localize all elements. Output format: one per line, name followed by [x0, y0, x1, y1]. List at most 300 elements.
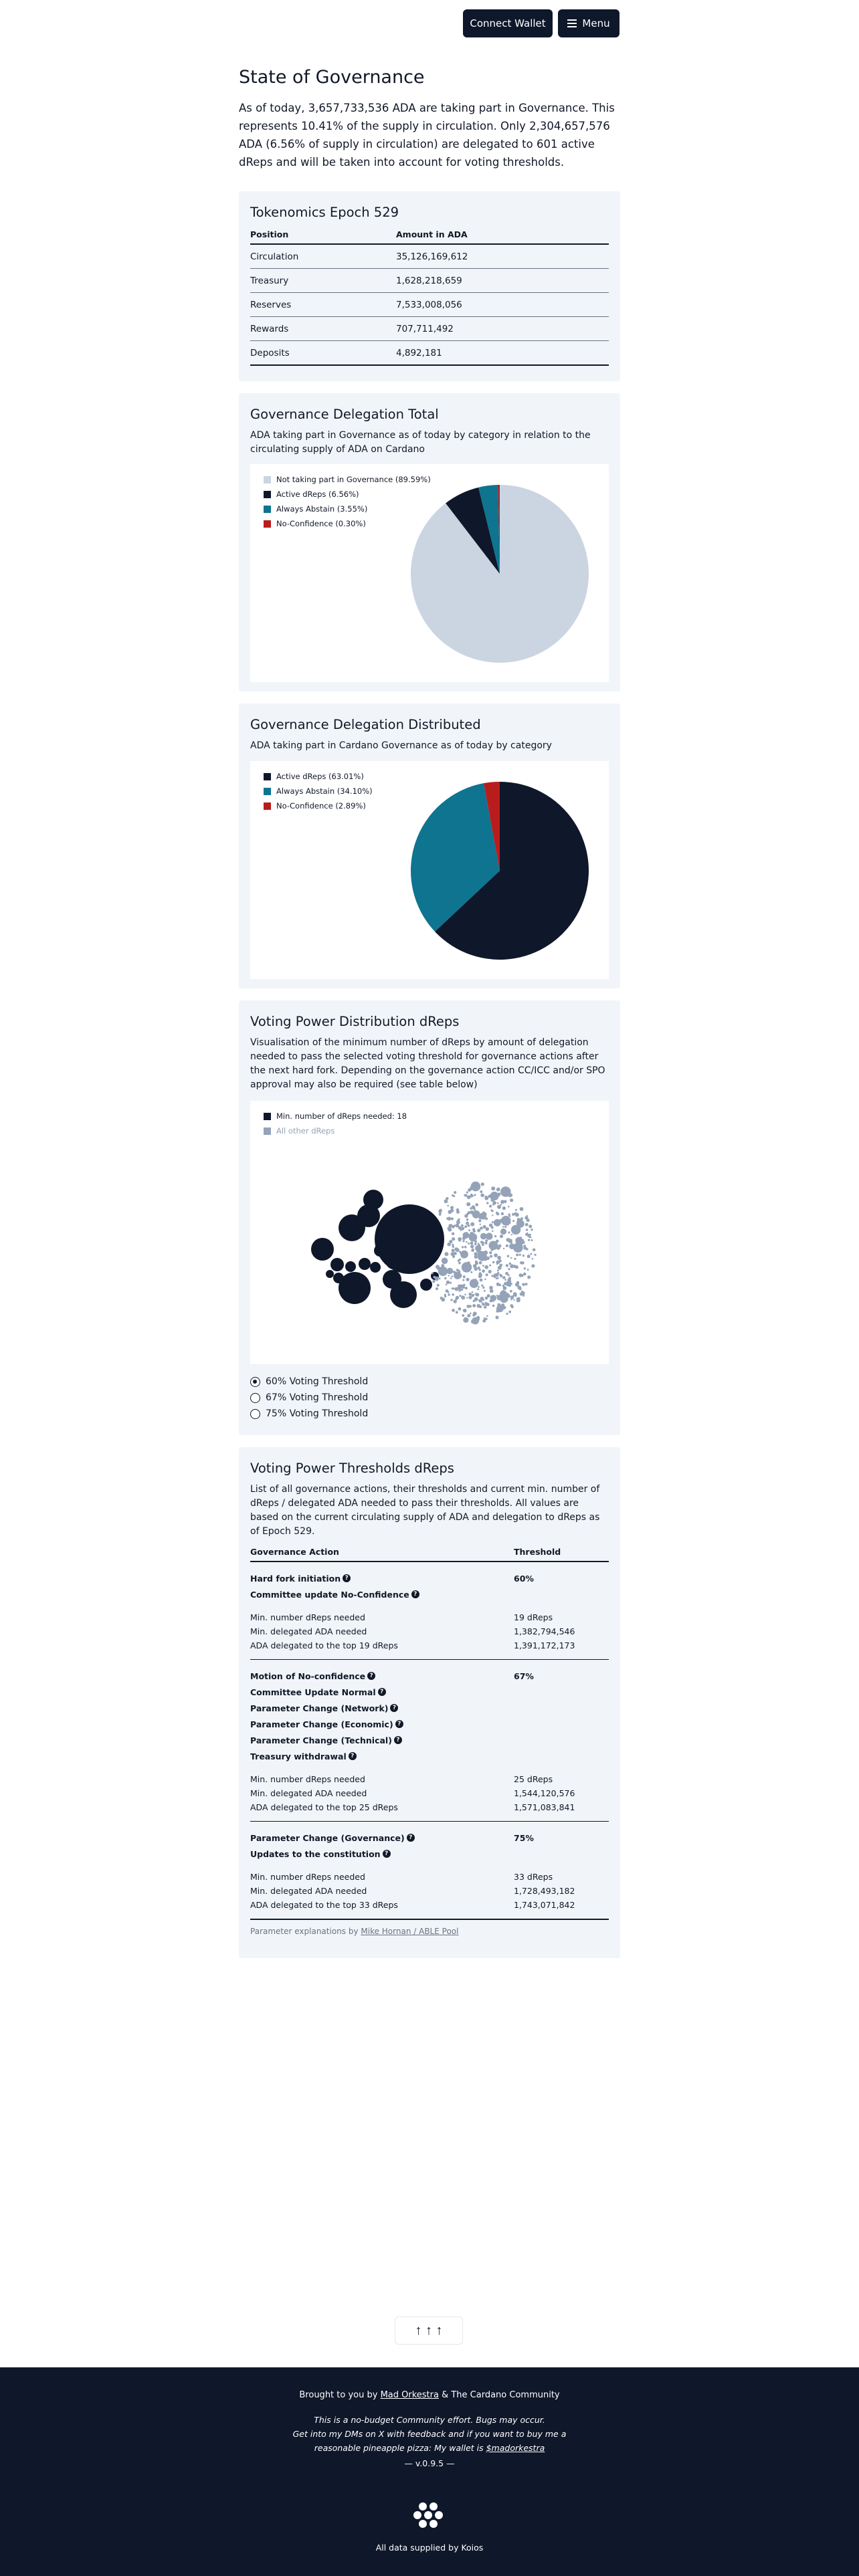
drep-bubble-other[interactable] — [477, 1288, 479, 1290]
drep-bubble-other[interactable] — [461, 1289, 464, 1291]
drep-bubble-other[interactable] — [478, 1252, 487, 1261]
drep-bubble-other[interactable] — [456, 1296, 459, 1299]
drep-bubble-other[interactable] — [506, 1313, 508, 1315]
drep-bubble-other[interactable] — [458, 1289, 461, 1292]
drep-bubble-other[interactable] — [515, 1248, 517, 1250]
help-icon[interactable]: ? — [411, 1590, 419, 1598]
drep-bubble-other[interactable] — [493, 1201, 496, 1204]
drep-bubble-other[interactable] — [440, 1297, 443, 1299]
drep-bubble-other[interactable] — [533, 1249, 536, 1252]
drep-bubble-other[interactable] — [526, 1228, 528, 1230]
drep-bubble-other[interactable] — [454, 1299, 457, 1303]
drep-bubble-other[interactable] — [451, 1217, 454, 1220]
scroll-to-top-button[interactable]: ↑ ↑ ↑ — [395, 2317, 463, 2345]
drep-bubble-other[interactable] — [516, 1299, 520, 1302]
drep-bubble-other[interactable] — [450, 1277, 452, 1279]
drep-bubble-other[interactable] — [469, 1188, 472, 1191]
drep-bubble-other[interactable] — [486, 1227, 489, 1230]
drep-bubble-other[interactable] — [467, 1305, 470, 1308]
drep-bubble-other[interactable] — [452, 1246, 454, 1248]
drep-bubble-other[interactable] — [474, 1241, 477, 1243]
drep-bubble-other[interactable] — [508, 1311, 511, 1313]
drep-bubble-other[interactable] — [486, 1315, 488, 1317]
drep-bubble-other[interactable] — [482, 1303, 484, 1305]
drep-bubble-other[interactable] — [486, 1202, 488, 1204]
drep-bubble-other[interactable] — [500, 1204, 502, 1206]
drep-bubble-needed[interactable] — [345, 1261, 356, 1272]
drep-bubble-other[interactable] — [470, 1194, 473, 1198]
drep-bubble-other[interactable] — [519, 1254, 521, 1256]
drep-bubble-other[interactable] — [491, 1186, 495, 1190]
drep-bubble-other[interactable] — [530, 1253, 532, 1255]
drep-bubble-other[interactable] — [465, 1287, 468, 1289]
drep-bubble-other[interactable] — [458, 1218, 460, 1220]
drep-bubble-other[interactable] — [447, 1205, 449, 1207]
drep-bubble-other[interactable] — [439, 1212, 442, 1214]
drep-bubble-other[interactable] — [506, 1238, 510, 1242]
drep-bubble-needed[interactable] — [370, 1262, 381, 1273]
drep-bubble-other[interactable] — [480, 1194, 484, 1198]
drep-bubble-other[interactable] — [519, 1288, 522, 1291]
threshold-option-60[interactable] — [250, 1374, 368, 1390]
drep-bubble-needed[interactable] — [311, 1238, 334, 1261]
drep-bubble-other[interactable] — [496, 1283, 500, 1286]
drep-bubble-other[interactable] — [527, 1269, 529, 1271]
drep-bubble-other[interactable] — [466, 1191, 468, 1193]
drep-bubble-other[interactable] — [473, 1264, 477, 1268]
drep-bubble-other[interactable] — [482, 1217, 485, 1220]
drep-bubble-other[interactable] — [462, 1246, 464, 1248]
drep-bubble-other[interactable] — [509, 1243, 515, 1249]
credit-link[interactable]: Mike Hornan / ABLE Pool — [361, 1927, 459, 1936]
drep-bubble-other[interactable] — [494, 1273, 496, 1276]
drep-bubble-other[interactable] — [442, 1258, 448, 1265]
drep-bubble-other[interactable] — [464, 1294, 466, 1296]
drep-bubble-other[interactable] — [501, 1212, 504, 1215]
drep-bubble-other[interactable] — [524, 1267, 526, 1269]
drep-bubble-other[interactable] — [522, 1262, 524, 1264]
drep-bubble-other[interactable] — [501, 1303, 505, 1307]
drep-bubble-other[interactable] — [470, 1242, 474, 1245]
drep-bubble-other[interactable] — [489, 1241, 498, 1251]
drep-bubble-other[interactable] — [452, 1293, 454, 1296]
drep-bubble-other[interactable] — [466, 1278, 470, 1281]
drep-bubble-other[interactable] — [488, 1270, 492, 1273]
drep-bubble-other[interactable] — [527, 1255, 530, 1257]
drep-bubble-other[interactable] — [515, 1209, 517, 1211]
help-icon[interactable]: ? — [407, 1834, 415, 1842]
drep-bubble-other[interactable] — [496, 1277, 498, 1279]
drep-bubble-other[interactable] — [467, 1314, 470, 1317]
drep-bubble-other[interactable] — [480, 1226, 483, 1230]
drep-bubble-other[interactable] — [498, 1245, 501, 1248]
drep-bubble-other[interactable] — [452, 1249, 455, 1252]
drep-bubble-other[interactable] — [496, 1295, 498, 1297]
drep-bubble-other[interactable] — [497, 1205, 501, 1209]
drep-bubble-other[interactable] — [497, 1269, 499, 1271]
drep-bubble-other[interactable] — [474, 1208, 476, 1210]
drep-bubble-other[interactable] — [519, 1273, 523, 1277]
drep-bubble-other[interactable] — [452, 1232, 454, 1235]
drep-bubble-other[interactable] — [499, 1274, 501, 1276]
drep-bubble-other[interactable] — [504, 1226, 506, 1228]
drep-bubble-other[interactable] — [483, 1225, 486, 1228]
drep-bubble-other[interactable] — [454, 1191, 456, 1194]
drep-bubble-other[interactable] — [466, 1241, 468, 1243]
drep-bubble-other[interactable] — [520, 1217, 523, 1220]
drep-bubble-other[interactable] — [494, 1253, 498, 1257]
drep-bubble-other[interactable] — [432, 1273, 434, 1275]
drep-bubble-other[interactable] — [485, 1239, 488, 1242]
drep-bubble-other[interactable] — [462, 1314, 464, 1317]
drep-bubble-other[interactable] — [478, 1219, 481, 1222]
drep-bubble-other[interactable] — [502, 1226, 504, 1228]
drep-bubble-other[interactable] — [448, 1275, 450, 1277]
drep-bubble-other[interactable] — [500, 1235, 503, 1238]
drep-bubble-other[interactable] — [462, 1240, 464, 1242]
drep-bubble-needed[interactable] — [363, 1190, 383, 1210]
drep-bubble-other[interactable] — [444, 1295, 446, 1297]
drep-bubble-other[interactable] — [507, 1283, 510, 1285]
drep-bubble-other[interactable] — [492, 1275, 494, 1277]
drep-bubble-other[interactable] — [470, 1279, 478, 1288]
drep-bubble-needed[interactable] — [386, 1255, 401, 1269]
drep-bubble-other[interactable] — [437, 1284, 440, 1287]
drep-bubble-other[interactable] — [448, 1291, 450, 1293]
drep-bubble-other[interactable] — [508, 1268, 510, 1270]
drep-bubble-other[interactable] — [527, 1215, 528, 1216]
drep-bubble-other[interactable] — [464, 1225, 467, 1228]
help-icon[interactable]: ? — [378, 1688, 386, 1696]
drep-bubble-other[interactable] — [446, 1281, 450, 1284]
drep-bubble-other[interactable] — [500, 1200, 504, 1204]
drep-bubble-other[interactable] — [490, 1255, 492, 1258]
mad-orkestra-link[interactable]: Mad Orkestra — [380, 2390, 439, 2400]
drep-bubble-other[interactable] — [474, 1194, 476, 1196]
drep-bubble-other[interactable] — [505, 1279, 507, 1281]
drep-bubble-other[interactable] — [531, 1228, 533, 1230]
drep-bubble-other[interactable] — [464, 1246, 467, 1249]
drep-bubble-other[interactable] — [522, 1283, 525, 1287]
drep-bubble-other[interactable] — [471, 1249, 474, 1252]
drep-bubble-other[interactable] — [489, 1251, 492, 1254]
drep-bubble-other[interactable] — [446, 1197, 448, 1200]
drep-bubble-other[interactable] — [492, 1221, 494, 1223]
drep-bubble-other[interactable] — [444, 1252, 448, 1256]
drep-bubble-other[interactable] — [502, 1290, 504, 1292]
drep-bubble-other[interactable] — [531, 1239, 533, 1241]
drep-bubble-other[interactable] — [456, 1311, 458, 1313]
drep-bubble-needed[interactable] — [420, 1279, 432, 1291]
drep-bubble-other[interactable] — [496, 1188, 500, 1192]
drep-bubble-other[interactable] — [520, 1293, 523, 1296]
drep-bubble-other[interactable] — [530, 1225, 532, 1227]
drep-bubble-other[interactable] — [461, 1224, 464, 1227]
drep-bubble-other[interactable] — [495, 1315, 498, 1319]
drep-bubble-other[interactable] — [492, 1261, 494, 1263]
drep-bubble-other[interactable] — [511, 1234, 512, 1235]
radio-button[interactable] — [250, 1377, 260, 1387]
drep-bubble-other[interactable] — [463, 1317, 468, 1323]
drep-bubble-needed[interactable] — [374, 1245, 386, 1257]
drep-bubble-other[interactable] — [466, 1202, 470, 1206]
drep-bubble-other[interactable] — [509, 1263, 512, 1265]
drep-bubble-other[interactable] — [456, 1224, 460, 1228]
drep-bubble-other[interactable] — [470, 1222, 474, 1226]
drep-bubble-other[interactable] — [463, 1275, 466, 1278]
drep-bubble-other[interactable] — [484, 1265, 488, 1269]
drep-bubble-other[interactable] — [528, 1239, 530, 1241]
drep-bubble-other[interactable] — [478, 1299, 480, 1301]
drep-bubble-other[interactable] — [516, 1254, 518, 1257]
menu-button[interactable] — [558, 9, 619, 37]
drep-bubble-other[interactable] — [497, 1192, 500, 1196]
drep-bubble-other[interactable] — [511, 1305, 514, 1308]
drep-bubble-other[interactable] — [486, 1273, 488, 1276]
drep-bubble-needed[interactable] — [390, 1281, 417, 1308]
drep-bubble-other[interactable] — [466, 1222, 469, 1225]
help-icon[interactable]: ? — [394, 1736, 402, 1744]
drep-bubble-other[interactable] — [432, 1281, 434, 1283]
help-icon[interactable]: ? — [343, 1574, 351, 1582]
drep-bubble-other[interactable] — [518, 1240, 520, 1242]
drep-bubble-other[interactable] — [469, 1296, 472, 1299]
drep-bubble-other[interactable] — [447, 1268, 454, 1275]
drep-bubble-other[interactable] — [506, 1264, 508, 1267]
drep-bubble-other[interactable] — [498, 1266, 502, 1270]
drep-bubble-other[interactable] — [463, 1309, 467, 1313]
help-icon[interactable]: ? — [383, 1850, 391, 1858]
drep-bubble-other[interactable] — [468, 1293, 472, 1296]
drep-bubble-other[interactable] — [480, 1241, 483, 1243]
drep-bubble-other[interactable] — [499, 1219, 503, 1223]
connect-wallet-button[interactable]: Connect Wallet — [463, 9, 553, 37]
drep-bubble-other[interactable] — [482, 1269, 485, 1273]
drep-bubble-other[interactable] — [450, 1206, 454, 1209]
drep-bubble-other[interactable] — [479, 1261, 482, 1265]
drep-bubble-other[interactable] — [498, 1259, 501, 1262]
drep-bubble-other[interactable] — [466, 1297, 468, 1298]
drep-bubble-needed[interactable] — [330, 1258, 344, 1271]
drep-bubble-other[interactable] — [497, 1256, 501, 1260]
drep-bubble-other[interactable] — [470, 1313, 472, 1315]
drep-bubble-other[interactable] — [461, 1296, 465, 1300]
drep-bubble-other[interactable] — [523, 1273, 527, 1276]
drep-bubble-other[interactable] — [494, 1195, 497, 1198]
drep-bubble-other[interactable] — [491, 1249, 494, 1251]
drep-bubble-other[interactable] — [515, 1213, 519, 1217]
drep-bubble-other[interactable] — [489, 1224, 492, 1227]
drep-bubble-other[interactable] — [478, 1243, 480, 1245]
drep-bubble-other[interactable] — [522, 1241, 525, 1244]
drep-bubble-other[interactable] — [482, 1287, 484, 1289]
drep-bubble-other[interactable] — [475, 1261, 478, 1263]
drep-bubble-other[interactable] — [452, 1309, 455, 1312]
drep-bubble-other[interactable] — [462, 1279, 464, 1281]
help-icon[interactable]: ? — [390, 1704, 398, 1712]
drep-bubble-other[interactable] — [481, 1285, 483, 1287]
drep-bubble-other[interactable] — [474, 1243, 477, 1246]
drep-bubble-other[interactable] — [510, 1264, 514, 1268]
drep-bubble-other[interactable] — [447, 1243, 451, 1247]
drep-bubble-other[interactable] — [468, 1234, 472, 1237]
drep-bubble-other[interactable] — [478, 1286, 480, 1288]
drep-bubble-other[interactable] — [482, 1265, 484, 1267]
drep-bubble-other[interactable] — [516, 1281, 520, 1285]
help-icon[interactable]: ? — [367, 1672, 375, 1680]
drep-bubble-other[interactable] — [486, 1303, 490, 1306]
drep-bubble-other[interactable] — [486, 1232, 493, 1240]
koios-logo-icon[interactable] — [413, 2501, 446, 2529]
drep-bubble-other[interactable] — [482, 1299, 484, 1301]
drep-bubble-other[interactable] — [480, 1224, 481, 1225]
drep-bubble-other[interactable] — [510, 1299, 512, 1300]
drep-bubble-other[interactable] — [435, 1277, 439, 1281]
threshold-option-75[interactable] — [250, 1406, 368, 1422]
radio-button[interactable] — [250, 1393, 260, 1403]
drep-bubble-other[interactable] — [480, 1301, 482, 1303]
drep-bubble-other[interactable] — [452, 1194, 454, 1196]
drep-bubble-other[interactable] — [490, 1289, 494, 1293]
drep-bubble-other[interactable] — [478, 1267, 480, 1269]
drep-bubble-other[interactable] — [452, 1244, 454, 1246]
drep-bubble-other[interactable] — [511, 1225, 520, 1235]
drep-bubble-other[interactable] — [450, 1282, 452, 1284]
drep-bubble-other[interactable] — [485, 1297, 488, 1300]
drep-bubble-other[interactable] — [484, 1237, 486, 1239]
drep-bubble-other[interactable] — [473, 1230, 476, 1232]
drep-bubble-other[interactable] — [466, 1218, 469, 1221]
drep-bubble-other[interactable] — [480, 1279, 483, 1282]
drep-bubble-other[interactable] — [452, 1237, 455, 1241]
drep-bubble-other[interactable] — [462, 1285, 465, 1289]
threshold-option-67[interactable] — [250, 1390, 368, 1406]
drep-bubble-other[interactable] — [456, 1210, 460, 1214]
drep-bubble-other[interactable] — [484, 1242, 487, 1245]
drep-bubble-other[interactable] — [459, 1295, 461, 1297]
drep-bubble-other[interactable] — [458, 1285, 462, 1289]
drep-bubble-other[interactable] — [486, 1318, 488, 1320]
drep-bubble-other[interactable] — [502, 1206, 506, 1210]
drep-bubble-other[interactable] — [514, 1295, 517, 1297]
drep-bubble-other[interactable] — [436, 1287, 438, 1290]
drep-bubble-other[interactable] — [510, 1295, 514, 1299]
drep-bubble-other[interactable] — [448, 1210, 452, 1214]
drep-bubble-other[interactable] — [527, 1232, 529, 1235]
drep-bubble-other[interactable] — [531, 1264, 535, 1267]
drep-bubble-other[interactable] — [513, 1299, 514, 1301]
drep-bubble-other[interactable] — [475, 1203, 478, 1206]
drep-bubble-needed[interactable] — [333, 1273, 344, 1283]
drep-bubble-other[interactable] — [500, 1186, 511, 1197]
drep-bubble-other[interactable] — [458, 1260, 460, 1262]
drep-bubble-other[interactable] — [535, 1254, 537, 1256]
drep-bubble-other[interactable] — [462, 1262, 472, 1272]
drep-bubble-other[interactable] — [457, 1250, 459, 1252]
drep-bubble-other[interactable] — [532, 1258, 534, 1260]
drep-bubble-other[interactable] — [522, 1295, 524, 1297]
drep-bubble-other[interactable] — [512, 1220, 514, 1222]
drep-bubble-other[interactable] — [490, 1209, 492, 1211]
drep-bubble-other[interactable] — [470, 1245, 474, 1248]
drep-bubble-other[interactable] — [444, 1277, 446, 1279]
drep-bubble-other[interactable] — [510, 1290, 512, 1293]
drep-bubble-other[interactable] — [512, 1213, 514, 1216]
drep-bubble-other[interactable] — [515, 1265, 518, 1269]
drep-bubble-other[interactable] — [468, 1211, 471, 1214]
drep-bubble-other[interactable] — [497, 1202, 499, 1204]
drep-bubble-other[interactable] — [475, 1184, 477, 1186]
drep-bubble-other[interactable] — [509, 1215, 511, 1217]
drep-bubble-other[interactable] — [448, 1293, 450, 1296]
drep-bubble-other[interactable] — [464, 1194, 466, 1196]
drep-bubble-other[interactable] — [477, 1228, 480, 1232]
drep-bubble-other[interactable] — [462, 1255, 465, 1258]
drep-bubble-other[interactable] — [508, 1231, 510, 1233]
drep-bubble-other[interactable] — [506, 1294, 510, 1298]
drep-bubble-other[interactable] — [504, 1292, 506, 1294]
drep-bubble-other[interactable] — [472, 1319, 474, 1321]
drep-bubble-other[interactable] — [503, 1307, 505, 1309]
drep-bubble-other[interactable] — [468, 1229, 470, 1231]
drep-bubble-other[interactable] — [458, 1240, 460, 1242]
drep-bubble-other[interactable] — [508, 1274, 510, 1276]
drep-bubble-other[interactable] — [484, 1279, 486, 1281]
drep-bubble-other[interactable] — [526, 1248, 529, 1251]
drep-bubble-other[interactable] — [494, 1235, 496, 1237]
drep-bubble-other[interactable] — [474, 1252, 477, 1255]
drep-bubble-other[interactable] — [458, 1307, 462, 1311]
drep-bubble-other[interactable] — [525, 1283, 528, 1285]
drep-bubble-needed[interactable] — [326, 1270, 334, 1278]
drep-bubble-other[interactable] — [472, 1304, 476, 1307]
drep-bubble-other[interactable] — [474, 1297, 478, 1301]
drep-bubble-other[interactable] — [503, 1248, 504, 1249]
drep-bubble-other[interactable] — [489, 1265, 491, 1267]
drep-bubble-other[interactable] — [484, 1306, 486, 1309]
drep-bubble-other[interactable] — [446, 1284, 448, 1286]
drep-bubble-other[interactable] — [459, 1251, 461, 1253]
drep-bubble-other[interactable] — [452, 1287, 454, 1289]
drep-bubble-other[interactable] — [492, 1305, 495, 1307]
drep-bubble-other[interactable] — [472, 1291, 474, 1293]
drep-bubble-needed[interactable] — [359, 1258, 371, 1270]
drep-bubble-other[interactable] — [524, 1216, 528, 1219]
drep-bubble-needed[interactable] — [375, 1204, 444, 1274]
drep-bubble-other[interactable] — [456, 1269, 459, 1271]
drep-bubble-other[interactable] — [441, 1273, 444, 1276]
drep-bubble-other[interactable] — [453, 1271, 456, 1273]
drep-bubble-other[interactable] — [492, 1230, 494, 1232]
drep-bubble-other[interactable] — [527, 1234, 531, 1237]
drep-bubble-other[interactable] — [523, 1245, 526, 1247]
help-icon[interactable]: ? — [349, 1752, 357, 1760]
drep-bubble-other[interactable] — [492, 1214, 493, 1216]
drep-bubble-other[interactable] — [520, 1237, 522, 1239]
drep-bubble-other[interactable] — [496, 1212, 500, 1216]
drep-bubble-other[interactable] — [436, 1265, 440, 1269]
drep-bubble-other[interactable] — [514, 1258, 516, 1260]
drep-bubble-other[interactable] — [522, 1255, 524, 1257]
drep-bubble-other[interactable] — [476, 1317, 480, 1321]
drep-bubble-other[interactable] — [525, 1223, 529, 1226]
drep-bubble-other[interactable] — [475, 1293, 477, 1295]
drep-bubble-other[interactable] — [450, 1299, 452, 1301]
drep-bubble-other[interactable] — [448, 1224, 452, 1228]
drep-bubble-other[interactable] — [486, 1257, 489, 1260]
drep-bubble-other[interactable] — [507, 1255, 510, 1258]
drep-bubble-other[interactable] — [502, 1276, 506, 1279]
